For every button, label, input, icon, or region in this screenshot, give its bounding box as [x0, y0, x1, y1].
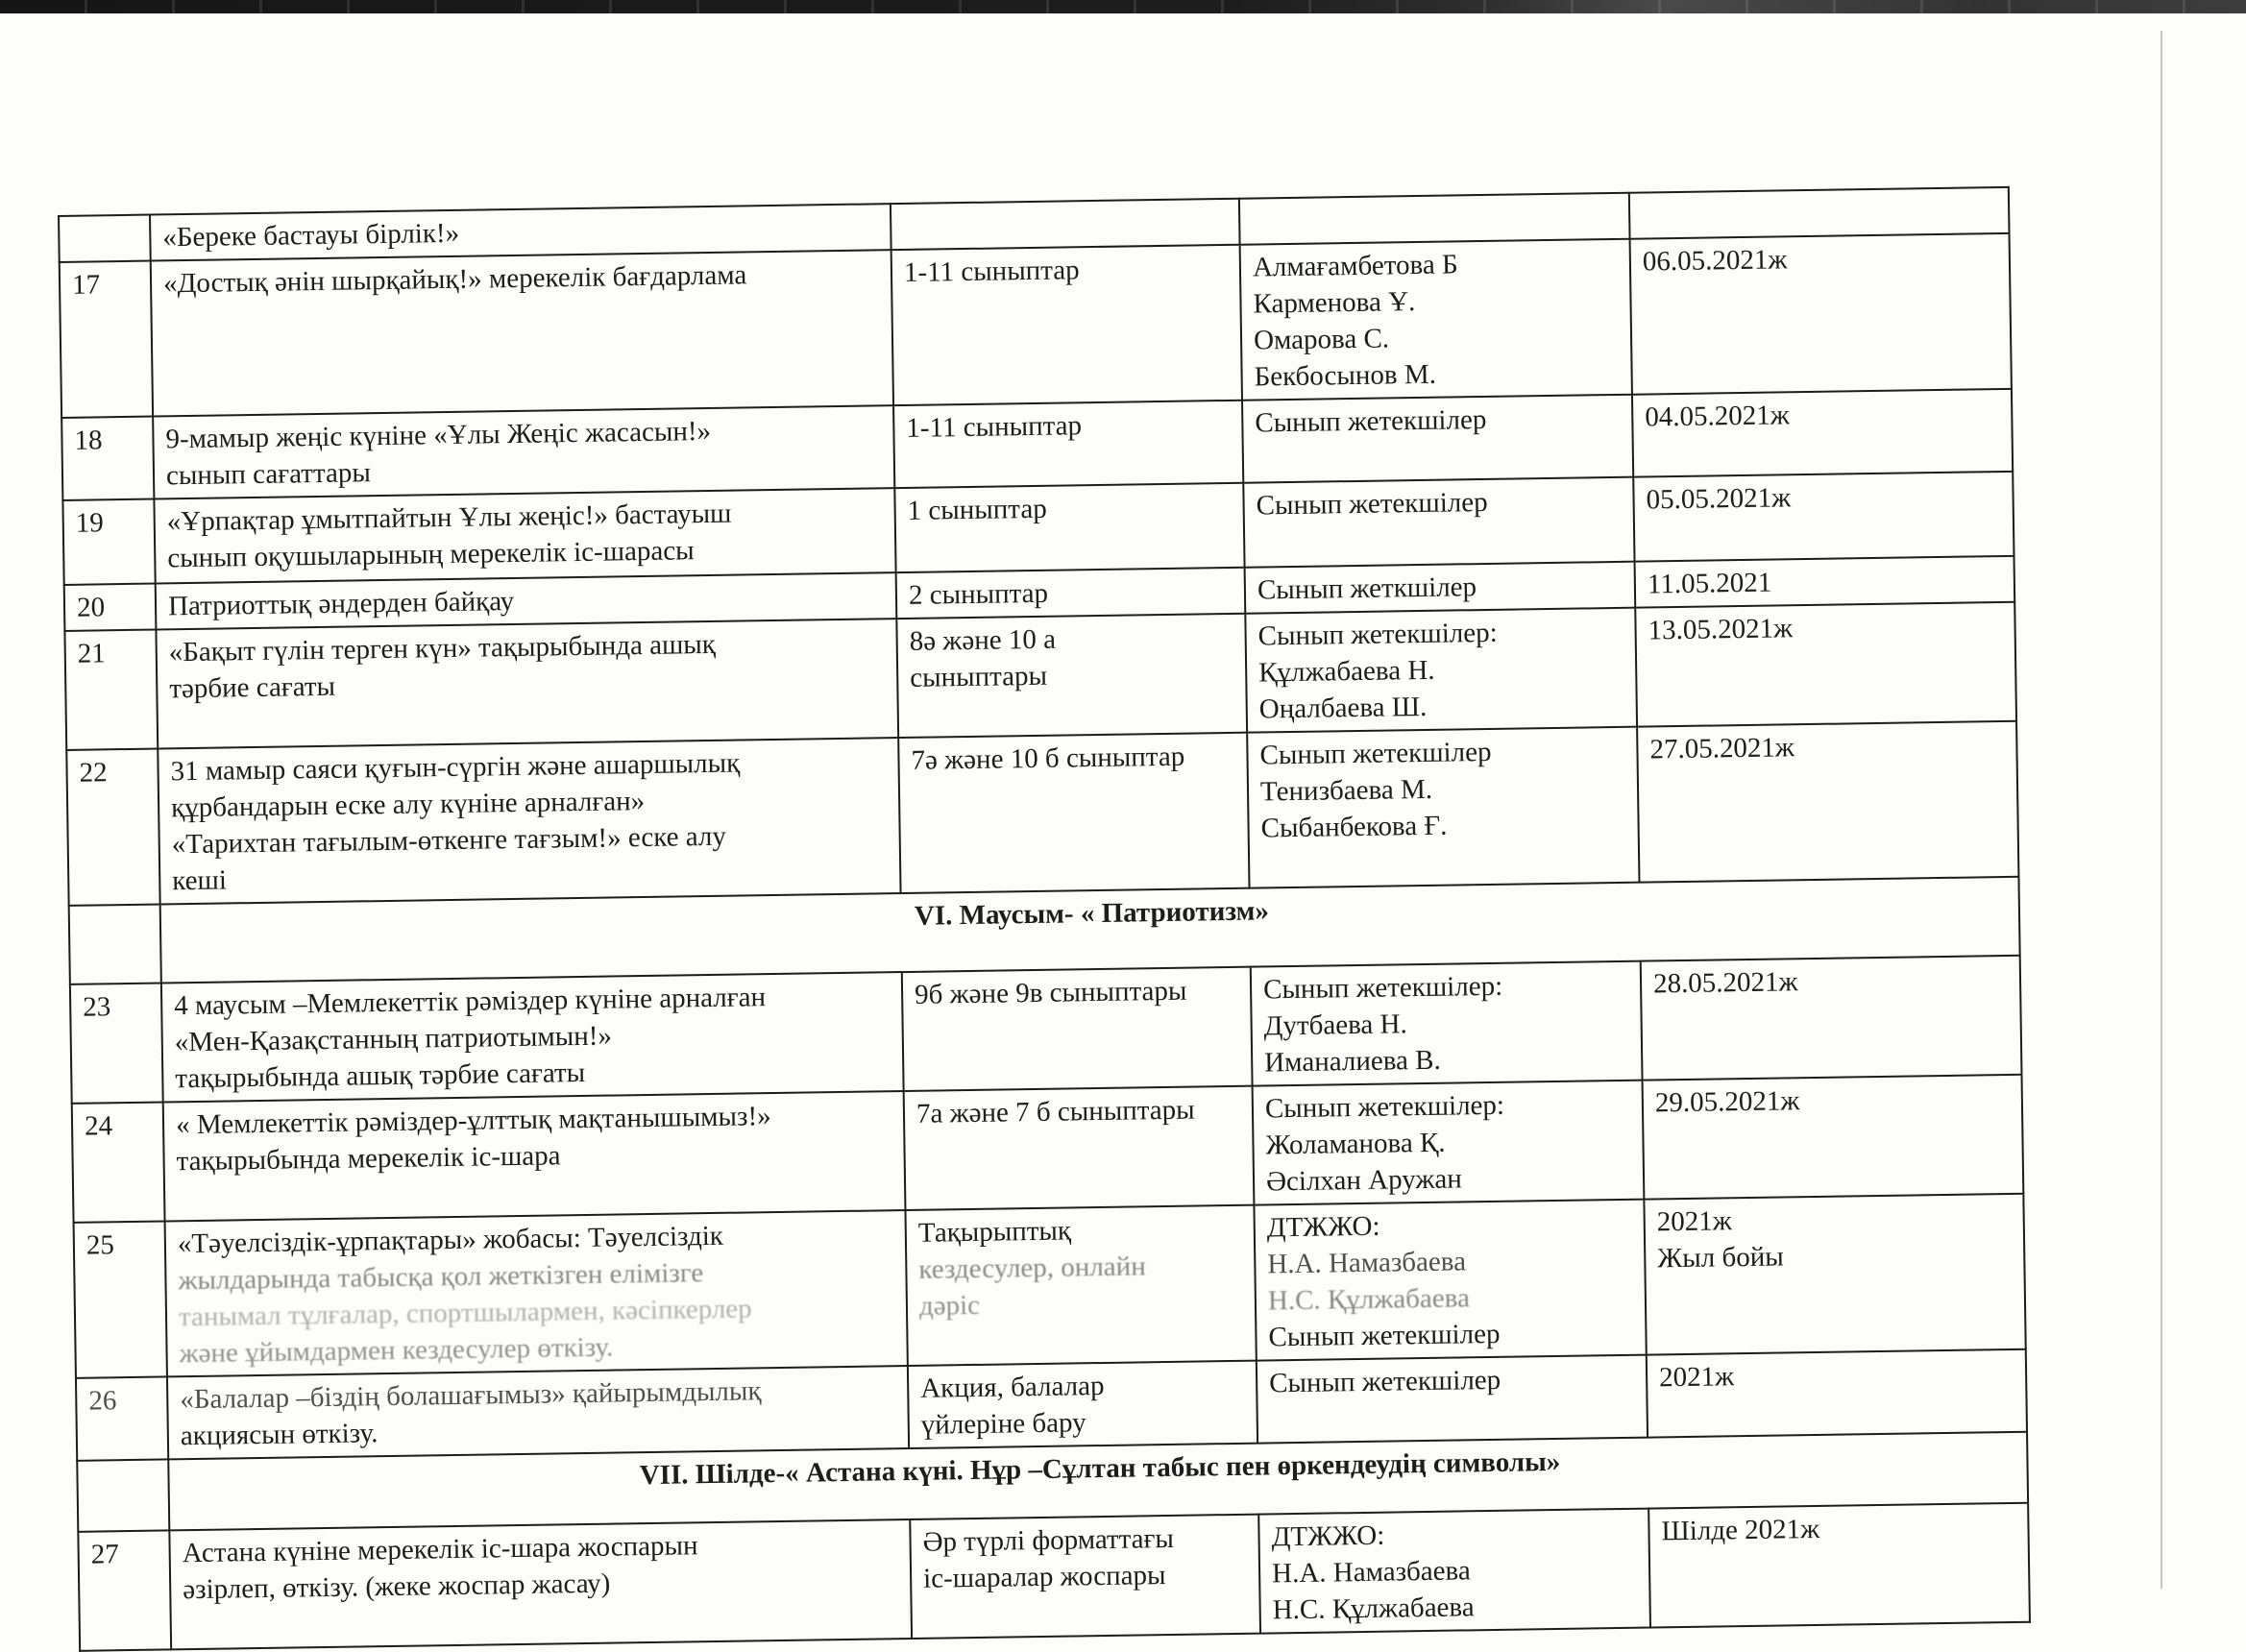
event-name-cell: 4 маусым –Мемлекеттік рәміздер күніне арналған «Мен-Қазақстанның патриотымын!» тақырыбында ашық тәрбие сағаты — [161, 972, 904, 1102]
row-number-cell — [59, 215, 151, 262]
classes-cell: 2 сыныптар — [896, 568, 1246, 619]
table-row — [66, 721, 2018, 906]
responsible-cell: ДТЖЖО: Н.А. Намазбаева Н.С. Құлжабаева — [1258, 1509, 1650, 1634]
classes-cell: Әр түрлі форматтағы іс-шаралар жоспары — [910, 1515, 1260, 1639]
event-name-cell: «Достық әнін шырқайық!» мерекелік бағдарлама — [151, 250, 893, 416]
date-cell: 28.05.2021ж — [1641, 956, 2022, 1081]
row-number-cell: 25 — [74, 1221, 167, 1377]
row-number-cell: 23 — [70, 983, 163, 1103]
row-number-cell: 18 — [61, 417, 154, 500]
responsible-cell: Сынып жетекшілер: Дутбаева Н. Иманалиева В. — [1251, 961, 1643, 1086]
classes-cell: 7ә және 10 б сыныптар — [898, 733, 1249, 893]
responsible-cell: Сынып жеткшілер — [1245, 562, 1636, 614]
table-row — [74, 1194, 2026, 1378]
event-name-cell: «Тәуелсіздік-ұрпақтары» жобасы: Тәуелсіздік жылдарында табысқа қол жеткізген елімізге танымал тұлғалар, спортшылармен, кәсіпкерлер және ұйымдармен кездесулер өткізу. — [165, 1210, 908, 1376]
responsible-cell: Сынып жетекшілер — [1257, 1355, 1648, 1444]
date-cell: 06.05.2021ж — [1630, 233, 2012, 395]
scanned-sheet — [58, 186, 2031, 1652]
row-number-cell — [77, 1459, 169, 1531]
date-cell: 27.05.2021ж — [1637, 721, 2018, 883]
responsible-cell: ДТЖЖО: Н.А. Намазбаева Н.С. Құлжабаева Сынып жетекшілер — [1254, 1200, 1646, 1361]
responsible-cell: Алмағамбетова Б Карменова Ұ. Омарова С. Бекбосынов М. — [1240, 239, 1632, 401]
row-number-cell — [69, 904, 161, 984]
scanner-top-bar — [0, 0, 2246, 13]
event-name-cell: 9-мамыр жеңіс күніне «Ұлы Жеңіс жасасын!» сынып сағаттары — [153, 405, 894, 498]
responsible-cell: Сынып жетекшілер — [1243, 477, 1634, 568]
section-title: VI. Маусым- « Патриотизм» — [914, 895, 1270, 932]
section-title: VII. Шілде-« Астана күні. Нұр –Сұлтан табыс пен өркендеудің символы» — [639, 1446, 1561, 1492]
table-row — [60, 233, 2012, 418]
row-number-cell: 19 — [62, 499, 155, 585]
classes-cell: 1-11 сыныптар — [891, 245, 1242, 405]
date-cell: 13.05.2021ж — [1635, 602, 2016, 727]
page-edge-line — [2161, 31, 2162, 1589]
responsible-cell: Сынып жетекшілер: Құлжабаева Н. Оңалбаева Ш. — [1245, 608, 1637, 733]
classes-cell: 9б және 9в сыныптары — [902, 967, 1253, 1091]
date-cell: 29.05.2021ж — [1643, 1075, 2024, 1200]
event-name-cell: 31 мамыр саяси қуғын-сүргін және ашаршылық құрбандарын еске алу күніне арналған» «Тарихтан тағылым-өткенге тағзым!» еске алу кеші — [158, 738, 900, 904]
date-cell: 11.05.2021 — [1635, 556, 2015, 608]
event-name-cell: «Балалар –біздің болашағымыз» қайырымдылық акциясын өткізу. — [167, 1366, 909, 1459]
classes-cell: 7а және 7 б сыныптары — [904, 1086, 1255, 1210]
responsible-cell: Сынып жетекшілер — [1242, 395, 1633, 483]
row-number-cell: 21 — [64, 630, 158, 750]
row-number-cell: 24 — [72, 1102, 165, 1222]
date-cell: 04.05.2021ж — [1632, 389, 2013, 477]
event-name-cell: «Береке бастауы бірлік!» — [150, 204, 891, 260]
row-number-cell: 20 — [64, 584, 157, 631]
date-cell: 05.05.2021ж — [1633, 472, 2014, 562]
events-table — [58, 186, 2031, 1652]
row-number-cell: 27 — [78, 1530, 171, 1650]
responsible-cell: Сынып жетекшілер: Жоламанова Қ. Әсілхан Аружан — [1253, 1081, 1645, 1205]
classes-cell: 8ә және 10 а сыныптары — [896, 614, 1247, 738]
classes-cell: Тақырыптық кездесулер, онлайн дәріс — [905, 1205, 1256, 1366]
classes-cell: Акция, балалар үйлеріне бару — [908, 1361, 1257, 1448]
classes-cell: 1-11 сыныптар — [893, 401, 1243, 488]
date-cell: 2021ж — [1647, 1349, 2027, 1438]
row-number-cell: 17 — [60, 261, 153, 418]
event-name-cell: Патриоттық әндерден байқау — [156, 572, 897, 629]
event-name-cell: «Бақыт гүлін терген күн» тақырыбында ашық тәрбие сағаты — [156, 619, 898, 748]
date-cell — [1629, 187, 2010, 239]
classes-cell — [891, 199, 1240, 250]
date-cell: 2021ж Жыл бойы — [1644, 1194, 2025, 1355]
event-name-cell: « Мемлекеттік рәміздер-ұлттық мақтанышымыз!» тақырыбында мерекелік іс-шара — [163, 1091, 906, 1221]
responsible-cell: Сынып жетекшілер Тенизбаева М. Сыбанбекова Ғ. — [1247, 727, 1639, 888]
responsible-cell — [1239, 193, 1630, 245]
classes-cell: 1 сыныптар — [894, 483, 1244, 572]
event-name-cell: Астана күніне мерекелік іс-шара жоспарын әзірлеп, өткізу. (жеке жоспар жасау) — [169, 1519, 912, 1649]
date-cell: Шілде 2021ж — [1648, 1503, 2030, 1628]
row-number-cell: 26 — [76, 1376, 168, 1460]
event-name-cell: «Ұрпақтар ұмытпайтын Ұлы жеңіс!» бастауыш сынып оқушыларының мерекелік іс-шарасы — [154, 488, 895, 583]
row-number-cell: 22 — [66, 749, 159, 906]
